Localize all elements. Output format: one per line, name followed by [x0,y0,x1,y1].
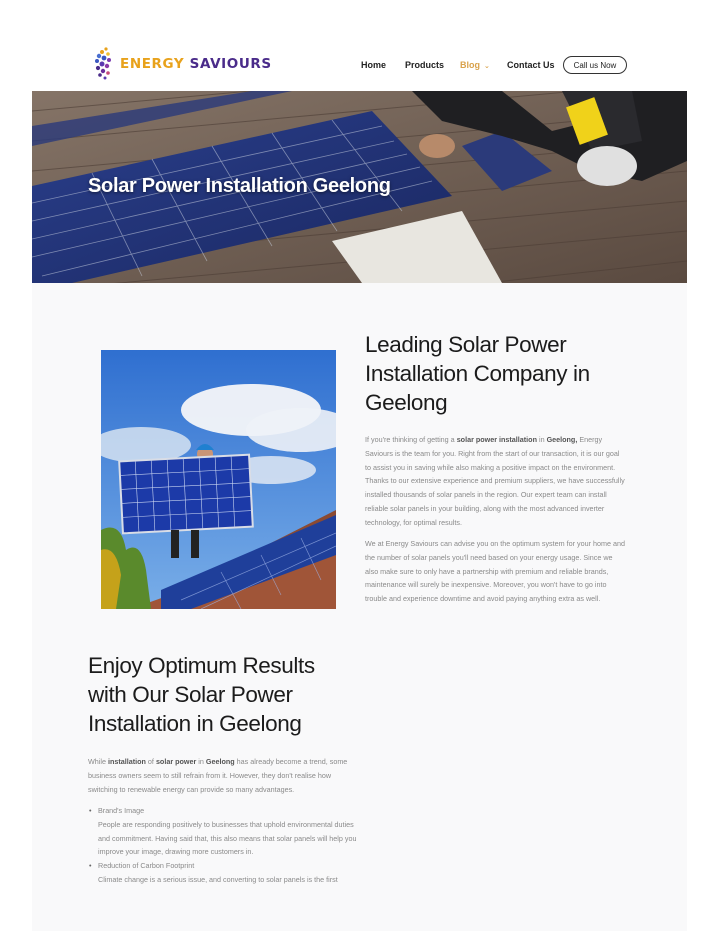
list-item [88,804,358,859]
text-span: has already become a trend, some business owners seem to still refrain from it. However, they don't realise how switching to renewable energy can provide so many advantages. [88,757,348,794]
section1-paragraph-1 [365,433,627,530]
nav-blog[interactable] [460,60,490,70]
nav-products[interactable]: Products [405,60,445,70]
chevron-down-icon: ⌄ [484,63,490,70]
logo-word-energy: ENERGY [120,56,185,72]
site-header [0,0,720,91]
section2-heading: Enjoy Optimum Results with Our Solar Power Installation in Geelong [88,653,315,736]
keyword-bold: installation [107,757,146,766]
list-item-title: • Reduction of Carbon Footprint [98,861,195,871]
logo-wordmark [120,56,272,72]
text-span: While [88,757,108,766]
list-item [88,859,358,887]
text-span: Energy Saviours is the team for you. Right from the start of our transaction, it is our goal to assist you in saving while also making a positive impact on the environment. Thanks to our extensive experience and premium suppliers, we have successfully installed thousands of solar panels in the region. Our expert team can install reliable solar panels in your building, along with the most advanced inverter technology, for optimal results. [365,435,625,527]
benefits-list [88,804,358,887]
call-us-button[interactable]: Call us Now [563,56,627,74]
logo-dots-icon [92,46,114,82]
keyword-bold: Geelong, [546,435,578,444]
site-logo[interactable] [92,46,272,82]
section2-paragraph-1 [88,755,356,796]
nav-contact[interactable]: Contact Us [507,60,555,70]
section1-paragraph-2: We at Energy Saviours can advise you on the optimum system for your home and the number of solar panels you'll need based on your energy usage. Since we also make sure to only have a partnership with premium and reliable brands, maintenance will surely be inexpensive. Moreover, you won't have to go into trouble and experience downtime and avoid paying anything extra as well. [365,539,625,604]
keyword-link[interactable]: solar power installation [456,435,537,444]
section1-heading: Leading Solar Power Installation Company in Geelong [365,332,590,415]
keyword-bold: Geelong [205,757,235,766]
installer-photo [101,350,336,609]
text-span: of [145,757,156,766]
keyword-bold: solar power [155,757,197,766]
nav-home[interactable]: Home [361,60,387,70]
text-span: in [536,435,547,444]
nav-blog-label: Blog [460,60,480,70]
logo-word-saviours: SAVIOURS [189,56,272,72]
list-item-text: Climate change is a serious issue, and converting to solar panels is the first [98,874,338,884]
list-item-title: • Brand's Image [98,806,145,815]
text-span: If you're thinking of getting a [365,435,457,444]
hero-title: Solar Power Installation Geelong [88,175,391,197]
text-span: in [196,757,206,766]
list-item-text: People are responding positively to businesses that uphold environmental duties and commitment. Having said that, this also means that solar panels will help you improve your image, drawing more customers in. [98,819,357,857]
solar-installer-image [101,350,336,609]
